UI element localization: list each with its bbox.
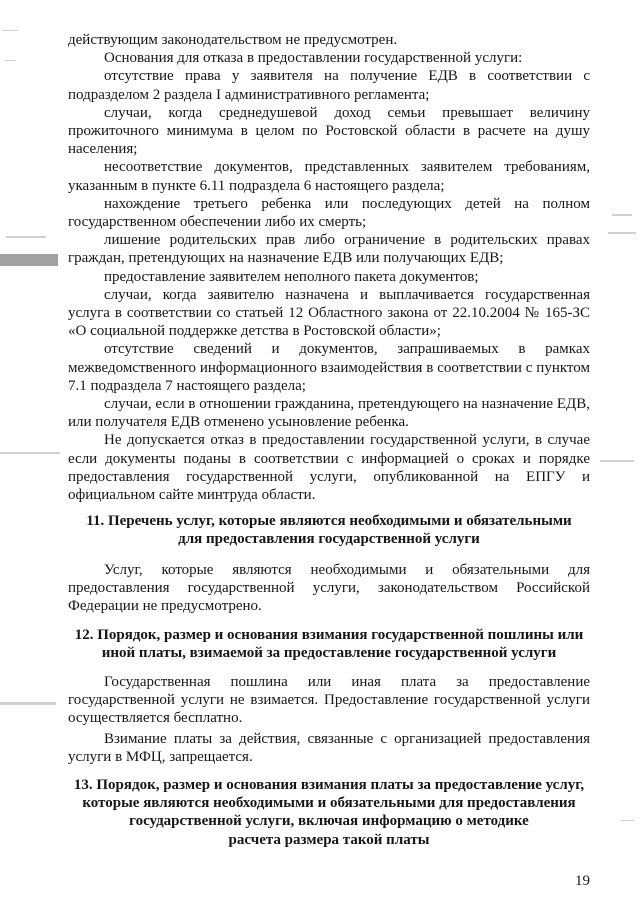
scan-noise <box>608 232 636 234</box>
page-number: 19 <box>575 873 590 889</box>
heading-line: 12. Порядок, размер и основания взимания государственной пошлины или <box>74 627 584 643</box>
refusal-ground: несоответствие документов, представленных заявителем требованиям, указанным в пункте 6.11 подраздела 6 настоящего раздела; <box>68 159 590 194</box>
refusal-ground: лишение родительских прав либо ограничение в родительских правах граждан, претендующих на назначение ЕДВ или получающих ЕДВ; <box>68 232 590 267</box>
section-13-heading <box>68 776 590 849</box>
refusal-ground: отсутствие сведений и документов, запрашиваемых в рамках межведомственного информационного взаимодействия в соответствии с пунктом 7.1 подраздела 7 настоящего раздела; <box>68 341 590 394</box>
heading-line: расчета размера такой платы <box>228 831 430 848</box>
heading-line: которые являются необходимыми и обязательными для предоставления <box>82 795 576 812</box>
section-12-body <box>68 673 590 766</box>
scan-noise <box>600 460 634 462</box>
refusal-ground: предоставление заявителем неполного пакета документов; <box>104 268 479 285</box>
heading-line: 11. Перечень услуг, которые являются необходимыми и обязательными <box>86 513 572 529</box>
section-11-body <box>68 561 590 616</box>
heading-line: государственной услуги, включая информацию о методике <box>129 813 529 830</box>
section-12-paragraph: Государственная пошлина или иная плата за предоставление государственной услуги не взимается. Предоставление государственной услуги осуществляется бесплатно. <box>68 674 590 727</box>
no-refusal-paragraph: Не допускается отказ в предоставлении государственной услуги, в случае если документы поданы в соответствии с информацией о сроках и порядке предоставления государственной услуги, опубликованной на ЕПГУ и официальном сайте минтруда области. <box>68 432 590 504</box>
scan-noise <box>2 30 18 31</box>
section-12-paragraph: Взимание платы за действия, связанные с организацией предоставления услуги в МФЦ, запрещается. <box>68 730 590 765</box>
scan-noise <box>6 236 46 238</box>
refusal-grounds-section <box>68 31 590 504</box>
refusal-ground: случаи, когда среднедушевой доход семьи превышает величину прожиточного минимума в целом по Ростовской области в расчете на душу населения; <box>68 104 590 158</box>
scan-noise <box>0 702 56 705</box>
refusal-ground: нахождение третьего ребенка или последующих детей на полном государственном обеспечении либо их смерть; <box>68 195 590 231</box>
section-11-heading <box>68 512 590 548</box>
scan-noise <box>620 820 634 821</box>
refusal-ground: случаи, когда заявителю назначена и выплачивается государственная услуга в соответствии со статьей 12 Областного закона от 22.10.2004 № 165-ЗС «О социальной поддержке детства в Ростовской области»; <box>68 286 590 340</box>
section-12-heading <box>68 626 590 662</box>
refusal-ground: случаи, если в отношении гражданина, претендующего на назначение ЕДВ, или получателя ЕДВ отменено усыновление ребенка. <box>68 396 590 431</box>
refusal-intro: Основания для отказа в предоставлении государственной услуги: <box>104 50 523 67</box>
scan-noise <box>612 214 632 216</box>
heading-line: иной платы, взимаемой за предоставление государственной услуги <box>101 645 557 662</box>
scan-noise <box>0 254 58 266</box>
continuation-text: действующим законодательством не предусмотрен. <box>68 32 398 48</box>
heading-line: для предоставления государственной услуги <box>178 531 480 548</box>
heading-line: 13. Порядок, размер и основания взимания платы за предоставление услуг, <box>73 777 585 793</box>
refusal-ground: отсутствие права у заявителя на получение ЕДВ в соответствии с подразделом 2 раздела I административного регламента; <box>68 68 590 103</box>
scan-noise <box>0 452 60 454</box>
scan-noise <box>4 60 16 61</box>
section-11-text: Услуг, которые являются необходимыми и обязательными для предоставления государственной услуги, законодательством Российской Федерации не предусмотрено. <box>68 562 590 615</box>
